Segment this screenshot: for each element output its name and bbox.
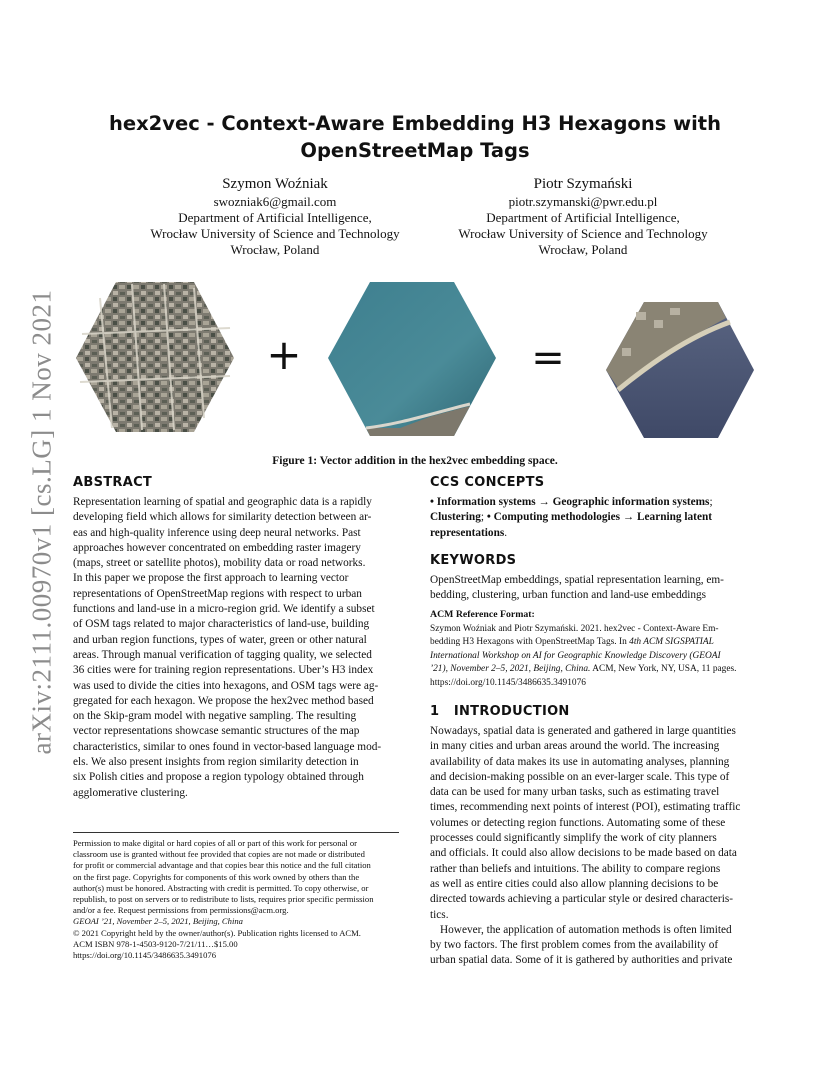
title-line-1: hex2vec - Context-Aware Embedding H3 Hexagons with <box>109 112 721 135</box>
abstract-line: approaches however concentrated on embedding raster imagery <box>73 541 361 554</box>
intro-line: availability of data makes its use in automating analyses, planning <box>430 755 730 768</box>
intro-line: Nowadays, spatial data is generated and gathered in large quantities <box>430 725 736 737</box>
arxiv-id: arXiv:2111.00970v1 [cs.LG] 1 Nov 2021 <box>26 289 57 755</box>
abstract-heading: ABSTRACT <box>73 475 153 490</box>
ccs-sep: ; <box>480 511 487 524</box>
abstract-text <box>73 495 399 801</box>
ccs-sep: . <box>504 526 508 539</box>
intro-line: processes could significantly simplify the work of city planners <box>430 832 717 845</box>
hexagon-urban-image <box>76 282 234 432</box>
intro-line: and decision-making possible on an ever-larger scale. This type of <box>430 770 730 783</box>
abstract-line: six Polish cities and propose a region typology obtained through <box>73 771 364 784</box>
author-univ: Wrocław University of Science and Technology <box>458 226 708 241</box>
abstract-line: els. We also present insights from region similarity detection in <box>73 756 359 769</box>
acm-ref-doi[interactable]: https://doi.org/10.1145/3486635.3491076 <box>430 677 586 688</box>
ccs-concept: representations <box>430 526 505 539</box>
author-place: Wrocław, Poland <box>538 242 628 257</box>
footnote-copyright: © 2021 Copyright held by the owner/author(s). Publication rights licensed to ACM. <box>73 927 361 938</box>
keywords-text <box>430 573 756 604</box>
ccs-concept: • Information systems → Geographic information systems <box>430 496 710 508</box>
intro-line: urban spatial data. Some of it is gathered by authorities and private <box>430 954 733 967</box>
abstract-line: on the Skip-gram model with negative sampling. The resulting <box>73 710 357 723</box>
author-block-2 <box>418 174 748 258</box>
acm-ref-text <box>430 623 760 690</box>
footnote-line: on the first page. Copyrights for components of this work owned by others than the <box>73 871 360 882</box>
plus-sign: + <box>266 330 302 379</box>
hexagon-water-image <box>328 282 496 436</box>
equals-sign: = <box>531 335 565 381</box>
author-name: Piotr Szymański <box>533 176 633 192</box>
abstract-line: In this paper we propose the first approach to learning vector <box>73 572 349 585</box>
footnote-line: for profit or commercial advantage and that copies bear this notice and the full citation <box>73 860 371 871</box>
abstract-line: eas and high-quality inference using deep neural networks. Past <box>73 526 361 539</box>
author-place: Wrocław, Poland <box>230 242 320 257</box>
acm-ref-venue: International Workshop on AI for Geographic Knowledge Discovery (GEOAI <box>430 650 721 661</box>
footnote-doi[interactable]: https://doi.org/10.1145/3486635.3491076 <box>73 950 216 961</box>
intro-line: in many cities and urban areas around the world. The increasing <box>430 740 720 753</box>
abstract-line: functions and land-use in a micro-region grid. We identify a subset <box>73 603 375 616</box>
author-email: swozniak6@gmail.com <box>213 194 337 209</box>
footnote-line: and/or a fee. Request permissions from permissions@acm.org. <box>73 905 289 916</box>
abstract-line: agglomerative clustering. <box>73 786 188 799</box>
ccs-concept: Clustering <box>430 511 481 524</box>
abstract-line: (maps, street or satellite photos), mobility data or road networks. <box>73 557 366 570</box>
intro-line: volumes or detecting region functions. Automating some of these <box>430 816 726 829</box>
footnote-line: republish, to post on servers or to redistribute to lists, requires prior specific permission <box>73 894 374 905</box>
figure-caption: Figure 1: Vector addition in the hex2vec embedding space. <box>272 455 558 467</box>
intro-line: times, recommending next points of interest (POI), estimating traffic <box>430 801 741 814</box>
acm-ref-venue: 4th ACM SIGSPATIAL <box>629 637 714 648</box>
intro-line: as well as entire cities could also allow planning decisions to be <box>430 877 719 890</box>
ccs-text <box>430 495 756 541</box>
author-dept: Department of Artificial Intelligence, <box>178 210 372 225</box>
intro-line: by two factors. The first problem comes from the availability of <box>430 939 719 952</box>
footnote-rule <box>73 832 399 833</box>
author-email: piotr.szymanski@pwr.edu.pl <box>508 194 658 209</box>
arxiv-stamp <box>20 282 64 762</box>
intro-text <box>430 724 756 969</box>
intro-line: rather than beliefs and intuitions. The ability to compare regions <box>430 862 721 875</box>
acm-ref-line: Szymon Woźniak and Piotr Szymański. 2021. hex2vec - Context-Aware Em- <box>430 624 719 634</box>
abstract-line: of OSM tags related to major characteristics of land-use, building <box>73 618 370 631</box>
acm-ref-venue: ’21), November 2–5, 2021, Beijing, China. <box>430 664 591 675</box>
abstract-line: developing field which allows for similarity detection between ar- <box>73 511 372 524</box>
author-dept: Department of Artificial Intelligence, <box>486 210 680 225</box>
abstract-line: was used to divide the cities into hexagons, and OSM tags were ag- <box>73 679 379 692</box>
abstract-line: characteristics, similar to ones found in vector-based language mod- <box>73 740 382 753</box>
keywords-line: OpenStreetMap embeddings, spatial representation learning, em- <box>430 574 724 586</box>
acm-ref-line: bedding H3 Hexagons with OpenStreetMap Tags. In <box>430 637 630 648</box>
acm-ref-line: ACM, New York, NY, USA, 11 pages. <box>590 664 737 675</box>
footnote-line: Permission to make digital or hard copies of all or part of this work for personal or <box>73 838 358 848</box>
abstract-line: Representation learning of spatial and geographic data is a rapidly <box>73 496 372 508</box>
keywords-heading: KEYWORDS <box>430 553 517 568</box>
ccs-sep: ; <box>709 496 713 508</box>
section-number: 1 <box>430 704 440 719</box>
footnote-isbn: ACM ISBN 978-1-4503-9120-7/21/11…$15.00 <box>73 938 238 949</box>
section-title: INTRODUCTION <box>453 704 570 719</box>
abstract-line: and urban region functions, types of water, green or other natural <box>73 633 367 646</box>
ccs-heading: CCS CONCEPTS <box>430 475 545 490</box>
footnote-venue: GEOAI ’21, November 2–5, 2021, Beijing, China <box>73 916 243 927</box>
footnote-line: classroom use is granted without fee provided that copies are not made or distributed <box>73 849 365 860</box>
figure-1 <box>70 278 760 443</box>
abstract-line: gregated for each hexagon. We propose the hex2vec method based <box>73 694 374 707</box>
footnote <box>73 838 403 961</box>
abstract-line: representations of OpenStreetMap regions with respect to urban <box>73 587 362 600</box>
acm-ref-heading: ACM Reference Format: <box>430 609 535 620</box>
abstract-line: areas. Through manual verification of tagging quality, we selected <box>73 648 372 661</box>
footnote-line: author(s) must be honored. Abstracting with credit is permitted. To copy otherwise, or <box>73 882 369 893</box>
hexagon-result-image <box>606 302 754 438</box>
author-name: Szymon Woźniak <box>222 176 328 192</box>
paper-title <box>70 110 760 164</box>
author-block-1 <box>110 174 440 258</box>
abstract-line: vector representations showcase semantic structures of the map <box>73 725 360 738</box>
intro-heading <box>430 704 570 719</box>
title-line-2: OpenStreetMap Tags <box>300 139 530 162</box>
author-univ: Wrocław University of Science and Technology <box>150 226 400 241</box>
intro-line: tics. <box>430 908 449 921</box>
keywords-line: bedding, clustering, urban function and land-use embeddings <box>430 589 707 602</box>
intro-line: data can be used for many urban tasks, such as estimating travel <box>430 786 720 799</box>
ccs-concept: • Computing methodologies → Learning latent <box>486 511 713 524</box>
intro-line: and officials. It could also allow decisions to be made based on data <box>430 847 737 860</box>
intro-line: However, the application of automation methods is often limited <box>440 923 732 936</box>
abstract-line: 36 cities were for training region representations. Uber’s H3 index <box>73 664 374 677</box>
intro-line: directed towards achieving a particular style or desired characteris- <box>430 893 733 906</box>
